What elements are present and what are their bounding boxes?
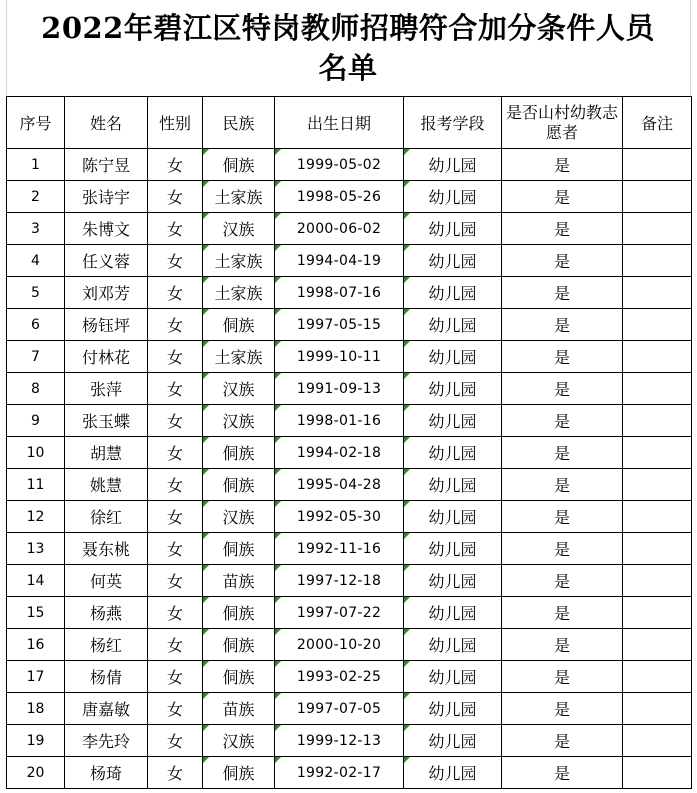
cell-stage[interactable]: 幼儿园 bbox=[404, 277, 502, 309]
cell-remarks[interactable] bbox=[623, 341, 692, 373]
cell-birth-date[interactable]: 1999-12-13 bbox=[275, 725, 404, 757]
cell-remarks[interactable] bbox=[623, 757, 692, 789]
cell-gender[interactable]: 女 bbox=[148, 213, 203, 245]
table-row bbox=[7, 693, 692, 725]
cell-ethnicity[interactable]: 汉族 bbox=[203, 501, 275, 533]
cell-ethnicity[interactable]: 侗族 bbox=[203, 629, 275, 661]
table-row bbox=[7, 373, 692, 405]
cell-birth-date[interactable]: 1997-07-05 bbox=[275, 693, 404, 725]
cell-ethnicity[interactable]: 侗族 bbox=[203, 757, 275, 789]
cell-name[interactable]: 张玉蝶 bbox=[65, 405, 148, 437]
cell-birth-date[interactable]: 2000-06-02 bbox=[275, 213, 404, 245]
cell-volunteer[interactable]: 是 bbox=[502, 597, 623, 629]
cell-volunteer[interactable]: 是 bbox=[502, 629, 623, 661]
cell-ethnicity[interactable]: 侗族 bbox=[203, 437, 275, 469]
cell-stage[interactable]: 幼儿园 bbox=[404, 181, 502, 213]
cell-ethnicity[interactable]: 侗族 bbox=[203, 309, 275, 341]
cell-gender[interactable]: 女 bbox=[148, 405, 203, 437]
cell-gender[interactable]: 女 bbox=[148, 277, 203, 309]
cell-index[interactable]: 15 bbox=[7, 597, 65, 629]
table-row bbox=[7, 245, 692, 277]
cell-index[interactable]: 19 bbox=[7, 725, 65, 757]
cell-volunteer[interactable]: 是 bbox=[502, 149, 623, 181]
cell-birth-date[interactable]: 1993-02-25 bbox=[275, 661, 404, 693]
table-row bbox=[7, 629, 692, 661]
cell-ethnicity[interactable]: 土家族 bbox=[203, 277, 275, 309]
cell-stage[interactable]: 幼儿园 bbox=[404, 149, 502, 181]
cell-volunteer[interactable]: 是 bbox=[502, 277, 623, 309]
cell-ethnicity[interactable]: 土家族 bbox=[203, 181, 275, 213]
cell-volunteer[interactable]: 是 bbox=[502, 757, 623, 789]
cell-stage[interactable]: 幼儿园 bbox=[404, 565, 502, 597]
table-row bbox=[7, 469, 692, 501]
cell-birth-date[interactable]: 1995-04-28 bbox=[275, 469, 404, 501]
cell-name[interactable]: 杨燕 bbox=[65, 597, 148, 629]
cell-remarks[interactable] bbox=[623, 661, 692, 693]
header-birth-date[interactable]: 出生日期 bbox=[275, 97, 404, 149]
cell-name[interactable]: 李先玲 bbox=[65, 725, 148, 757]
table-body bbox=[7, 149, 692, 789]
cell-volunteer[interactable]: 是 bbox=[502, 661, 623, 693]
table-row bbox=[7, 405, 692, 437]
cell-birth-date[interactable]: 1997-07-22 bbox=[275, 597, 404, 629]
cell-name[interactable]: 刘邓芳 bbox=[65, 277, 148, 309]
cell-gender[interactable]: 女 bbox=[148, 341, 203, 373]
header-index[interactable]: 序号 bbox=[7, 97, 65, 149]
cell-stage[interactable]: 幼儿园 bbox=[404, 245, 502, 277]
cell-gender[interactable]: 女 bbox=[148, 181, 203, 213]
cell-index[interactable]: 20 bbox=[7, 757, 65, 789]
cell-volunteer[interactable]: 是 bbox=[502, 565, 623, 597]
cell-remarks[interactable] bbox=[623, 309, 692, 341]
table-row bbox=[7, 725, 692, 757]
cell-birth-date[interactable]: 1998-01-16 bbox=[275, 405, 404, 437]
cell-stage[interactable]: 幼儿园 bbox=[404, 661, 502, 693]
cell-ethnicity[interactable]: 侗族 bbox=[203, 597, 275, 629]
cell-remarks[interactable] bbox=[623, 245, 692, 277]
cell-birth-date[interactable]: 1999-05-02 bbox=[275, 149, 404, 181]
cell-remarks[interactable] bbox=[623, 469, 692, 501]
cell-ethnicity[interactable]: 汉族 bbox=[203, 725, 275, 757]
cell-name[interactable]: 唐嘉敏 bbox=[65, 693, 148, 725]
cell-volunteer[interactable]: 是 bbox=[502, 341, 623, 373]
cell-remarks[interactable] bbox=[623, 597, 692, 629]
cell-remarks[interactable] bbox=[623, 501, 692, 533]
cell-remarks[interactable] bbox=[623, 181, 692, 213]
header-gender[interactable]: 性别 bbox=[148, 97, 203, 149]
cell-volunteer[interactable]: 是 bbox=[502, 373, 623, 405]
cell-ethnicity[interactable]: 汉族 bbox=[203, 405, 275, 437]
cell-index[interactable]: 8 bbox=[7, 373, 65, 405]
cell-index[interactable]: 11 bbox=[7, 469, 65, 501]
cell-ethnicity[interactable]: 侗族 bbox=[203, 469, 275, 501]
cell-name[interactable]: 聂东桃 bbox=[65, 533, 148, 565]
cell-stage[interactable]: 幼儿园 bbox=[404, 341, 502, 373]
cell-stage[interactable]: 幼儿园 bbox=[404, 725, 502, 757]
cell-gender[interactable]: 女 bbox=[148, 597, 203, 629]
table-row bbox=[7, 565, 692, 597]
cell-birth-date[interactable]: 1994-02-18 bbox=[275, 437, 404, 469]
cell-gender[interactable]: 女 bbox=[148, 501, 203, 533]
cell-remarks[interactable] bbox=[623, 629, 692, 661]
cell-index[interactable]: 17 bbox=[7, 661, 65, 693]
cell-stage[interactable]: 幼儿园 bbox=[404, 309, 502, 341]
cell-gender[interactable]: 女 bbox=[148, 565, 203, 597]
cell-index[interactable]: 3 bbox=[7, 213, 65, 245]
table-row bbox=[7, 661, 692, 693]
table-row bbox=[7, 181, 692, 213]
cell-index[interactable]: 12 bbox=[7, 501, 65, 533]
cell-remarks[interactable] bbox=[623, 437, 692, 469]
cell-remarks[interactable] bbox=[623, 693, 692, 725]
cell-ethnicity[interactable]: 侗族 bbox=[203, 149, 275, 181]
cell-index[interactable]: 4 bbox=[7, 245, 65, 277]
cell-gender[interactable]: 女 bbox=[148, 373, 203, 405]
table-row bbox=[7, 757, 692, 789]
cell-stage[interactable]: 幼儿园 bbox=[404, 405, 502, 437]
cell-index[interactable]: 14 bbox=[7, 565, 65, 597]
cell-name[interactable]: 胡慧 bbox=[65, 437, 148, 469]
cell-remarks[interactable] bbox=[623, 373, 692, 405]
cell-name[interactable]: 杨红 bbox=[65, 629, 148, 661]
cell-name[interactable]: 朱博文 bbox=[65, 213, 148, 245]
cell-index[interactable]: 16 bbox=[7, 629, 65, 661]
cell-stage[interactable]: 幼儿园 bbox=[404, 693, 502, 725]
cell-stage[interactable]: 幼儿园 bbox=[404, 373, 502, 405]
table-row bbox=[7, 437, 692, 469]
cell-stage[interactable]: 幼儿园 bbox=[404, 533, 502, 565]
cell-stage[interactable]: 幼儿园 bbox=[404, 469, 502, 501]
cell-name[interactable]: 付林花 bbox=[65, 341, 148, 373]
cell-index[interactable]: 1 bbox=[7, 149, 65, 181]
cell-remarks[interactable] bbox=[623, 725, 692, 757]
candidate-table bbox=[6, 96, 692, 789]
cell-index[interactable]: 6 bbox=[7, 309, 65, 341]
cell-volunteer[interactable]: 是 bbox=[502, 693, 623, 725]
cell-ethnicity[interactable]: 土家族 bbox=[203, 341, 275, 373]
cell-gender[interactable]: 女 bbox=[148, 757, 203, 789]
cell-ethnicity[interactable]: 苗族 bbox=[203, 693, 275, 725]
table-row bbox=[7, 277, 692, 309]
cell-index[interactable]: 7 bbox=[7, 341, 65, 373]
cell-gender[interactable]: 女 bbox=[148, 149, 203, 181]
cell-stage[interactable]: 幼儿园 bbox=[404, 501, 502, 533]
cell-gender[interactable]: 女 bbox=[148, 533, 203, 565]
header-volunteer[interactable]: 是否山村幼教志愿者 bbox=[502, 97, 623, 149]
cell-name[interactable]: 徐红 bbox=[65, 501, 148, 533]
cell-remarks[interactable] bbox=[623, 405, 692, 437]
header-name[interactable]: 姓名 bbox=[65, 97, 148, 149]
table-row bbox=[7, 341, 692, 373]
cell-gender[interactable]: 女 bbox=[148, 661, 203, 693]
cell-stage[interactable]: 幼儿园 bbox=[404, 213, 502, 245]
table-row bbox=[7, 149, 692, 181]
cell-remarks[interactable] bbox=[623, 533, 692, 565]
header-stage[interactable]: 报考学段 bbox=[404, 97, 502, 149]
cell-remarks[interactable] bbox=[623, 213, 692, 245]
cell-ethnicity[interactable]: 汉族 bbox=[203, 373, 275, 405]
cell-name[interactable]: 张诗宇 bbox=[65, 181, 148, 213]
cell-gender[interactable]: 女 bbox=[148, 309, 203, 341]
cell-index[interactable]: 5 bbox=[7, 277, 65, 309]
cell-volunteer[interactable]: 是 bbox=[502, 213, 623, 245]
cell-name[interactable]: 姚慧 bbox=[65, 469, 148, 501]
cell-name[interactable]: 任义蓉 bbox=[65, 245, 148, 277]
cell-stage[interactable]: 幼儿园 bbox=[404, 437, 502, 469]
cell-name[interactable]: 何英 bbox=[65, 565, 148, 597]
cell-birth-date[interactable]: 1992-05-30 bbox=[275, 501, 404, 533]
cell-volunteer[interactable]: 是 bbox=[502, 405, 623, 437]
cell-birth-date[interactable]: 1999-10-11 bbox=[275, 341, 404, 373]
cell-birth-date[interactable]: 1992-11-16 bbox=[275, 533, 404, 565]
cell-volunteer[interactable]: 是 bbox=[502, 181, 623, 213]
cell-stage[interactable]: 幼儿园 bbox=[404, 597, 502, 629]
table-row bbox=[7, 533, 692, 565]
cell-birth-date[interactable]: 1997-05-15 bbox=[275, 309, 404, 341]
cell-birth-date[interactable]: 1991-09-13 bbox=[275, 373, 404, 405]
header-ethnicity[interactable]: 民族 bbox=[203, 97, 275, 149]
table-row bbox=[7, 597, 692, 629]
cell-stage[interactable]: 幼儿园 bbox=[404, 629, 502, 661]
header-row bbox=[7, 97, 692, 149]
cell-index[interactable]: 10 bbox=[7, 437, 65, 469]
cell-birth-date[interactable]: 1994-04-19 bbox=[275, 245, 404, 277]
cell-birth-date[interactable]: 2000-10-20 bbox=[275, 629, 404, 661]
cell-ethnicity[interactable]: 苗族 bbox=[203, 565, 275, 597]
cell-gender[interactable]: 女 bbox=[148, 725, 203, 757]
sheet-title-cell[interactable] bbox=[6, 0, 690, 96]
table-row bbox=[7, 501, 692, 533]
sheet-title: 2022年碧江区特岗教师招聘符合加分条件人员名单 bbox=[41, 11, 655, 85]
cell-ethnicity[interactable]: 侗族 bbox=[203, 533, 275, 565]
cell-name[interactable]: 陈宁昱 bbox=[65, 149, 148, 181]
cell-volunteer[interactable]: 是 bbox=[502, 533, 623, 565]
cell-gender[interactable]: 女 bbox=[148, 693, 203, 725]
cell-volunteer[interactable]: 是 bbox=[502, 437, 623, 469]
cell-volunteer[interactable]: 是 bbox=[502, 469, 623, 501]
cell-ethnicity[interactable]: 侗族 bbox=[203, 661, 275, 693]
grid-line bbox=[690, 0, 691, 96]
cell-remarks[interactable] bbox=[623, 565, 692, 597]
cell-index[interactable]: 9 bbox=[7, 405, 65, 437]
cell-name[interactable]: 张萍 bbox=[65, 373, 148, 405]
cell-volunteer[interactable]: 是 bbox=[502, 309, 623, 341]
cell-name[interactable]: 杨琦 bbox=[65, 757, 148, 789]
cell-index[interactable]: 18 bbox=[7, 693, 65, 725]
cell-gender[interactable]: 女 bbox=[148, 437, 203, 469]
cell-ethnicity[interactable]: 汉族 bbox=[203, 213, 275, 245]
cell-remarks[interactable] bbox=[623, 277, 692, 309]
table-row bbox=[7, 309, 692, 341]
cell-remarks[interactable] bbox=[623, 149, 692, 181]
cell-birth-date[interactable]: 1998-07-16 bbox=[275, 277, 404, 309]
cell-birth-date[interactable]: 1998-05-26 bbox=[275, 181, 404, 213]
cell-volunteer[interactable]: 是 bbox=[502, 725, 623, 757]
table-row bbox=[7, 213, 692, 245]
cell-name[interactable]: 杨钰坪 bbox=[65, 309, 148, 341]
cell-index[interactable]: 13 bbox=[7, 533, 65, 565]
header-remarks[interactable]: 备注 bbox=[623, 97, 692, 149]
cell-birth-date[interactable]: 1992-02-17 bbox=[275, 757, 404, 789]
cell-volunteer[interactable]: 是 bbox=[502, 245, 623, 277]
cell-gender[interactable]: 女 bbox=[148, 629, 203, 661]
cell-volunteer[interactable]: 是 bbox=[502, 501, 623, 533]
cell-name[interactable]: 杨倩 bbox=[65, 661, 148, 693]
cell-index[interactable]: 2 bbox=[7, 181, 65, 213]
cell-gender[interactable]: 女 bbox=[148, 469, 203, 501]
cell-stage[interactable]: 幼儿园 bbox=[404, 757, 502, 789]
cell-gender[interactable]: 女 bbox=[148, 245, 203, 277]
cell-ethnicity[interactable]: 土家族 bbox=[203, 245, 275, 277]
cell-birth-date[interactable]: 1997-12-18 bbox=[275, 565, 404, 597]
